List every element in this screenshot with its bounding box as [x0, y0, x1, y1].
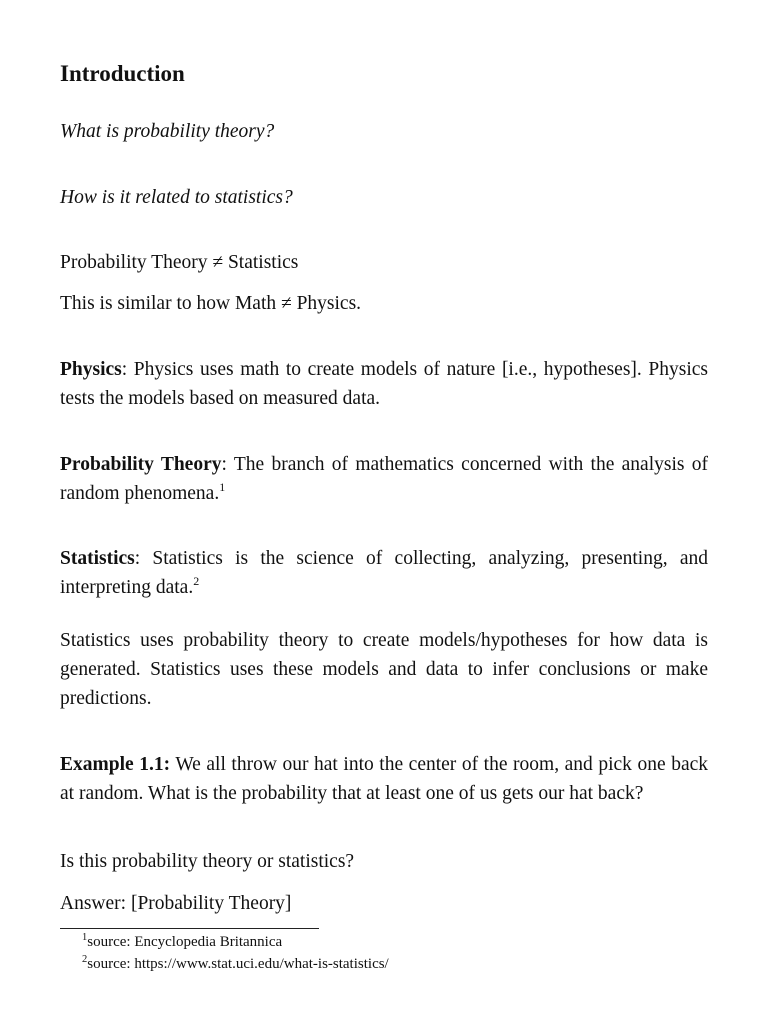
footnote-2-mark: 2 — [82, 954, 88, 965]
footnote-divider — [60, 928, 319, 929]
section-heading: Introduction — [60, 61, 185, 86]
definition-text-physics: : Physics uses math to create models of nature [i.e., hypotheses]. Physics tests the models based on measured data. — [60, 359, 708, 409]
comparison-line-math-physics: This is similar to how Math ≠ Physics. — [60, 293, 362, 314]
example-label: Example 1.1: — [60, 754, 171, 775]
relation-paragraph: Statistics uses probability theory to create models/hypotheses for how data is generated. Statistics uses these models and data to infer conclusions or make predictions. — [60, 630, 708, 709]
example-answer: Answer: [Probability Theory] — [60, 893, 292, 914]
definition-physics — [60, 355, 708, 413]
footnote-2 — [82, 954, 389, 974]
definition-term-probability-theory: Probability Theory — [60, 454, 222, 475]
example-text: We all throw our hat into the center of the room, and pick one back at random. What is the probability that at least one of us gets our hat back? — [60, 754, 709, 804]
footnote-1 — [82, 932, 282, 952]
definition-text-statistics: : Statistics is the science of collecting, analyzing, presenting, and interpreting data. — [60, 548, 708, 598]
question-relation-to-statistics: How is it related to statistics? — [60, 187, 293, 208]
definition-term-physics: Physics — [60, 359, 122, 380]
footnote-1-text: source: Encyclopedia Britannica — [87, 934, 283, 950]
comparison-line-probability-statistics: Probability Theory ≠ Statistics — [60, 252, 299, 273]
definition-term-statistics: Statistics — [60, 548, 135, 569]
definition-text-probability-theory: : The branch of mathematics concerned with the analysis of random phenomena. — [60, 454, 708, 504]
example-paragraph — [60, 750, 708, 808]
example-question: Is this probability theory or statistics? — [60, 851, 355, 872]
definition-statistics — [60, 544, 708, 602]
footnote-ref-2: 2 — [193, 574, 200, 588]
question-probability-theory: What is probability theory? — [60, 121, 275, 142]
footnote-ref-1: 1 — [219, 480, 226, 494]
document-page — [60, 0, 708, 1024]
definition-probability-theory — [60, 450, 708, 508]
footnote-1-mark: 1 — [82, 932, 88, 943]
footnote-2-text: source: https://www.stat.uci.edu/what-is-statistics/ — [87, 956, 389, 972]
